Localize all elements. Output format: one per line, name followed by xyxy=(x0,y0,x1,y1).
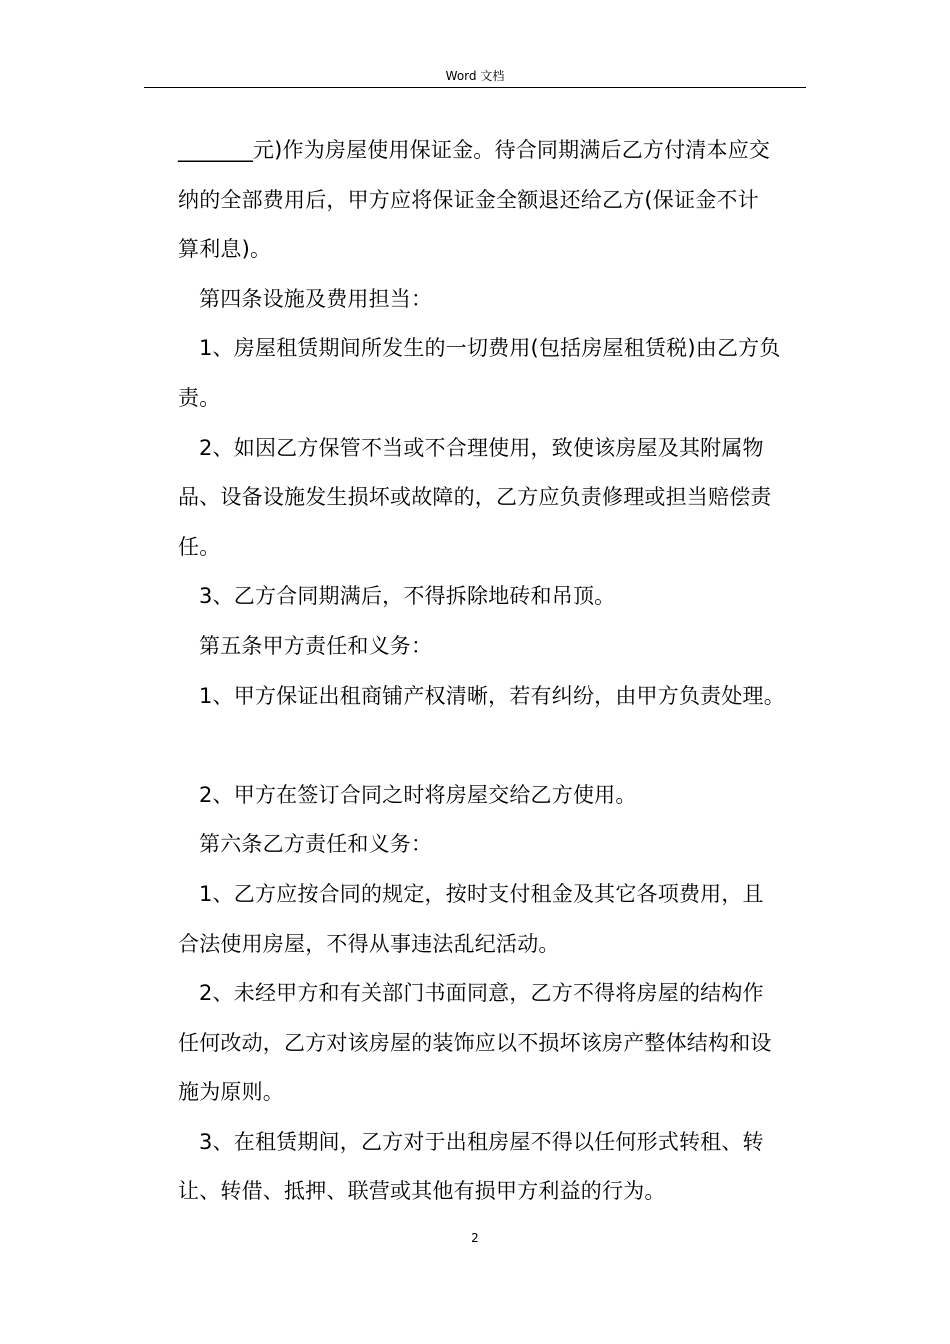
body-line: 纳的全部费用后，甲方应将保证金全额退还给乙方(保证金不计 xyxy=(178,187,759,212)
body-line: 3、在租赁期间，乙方对于出租房屋不得以任何形式转租、转 xyxy=(199,1129,764,1154)
body-line: 施为原则。 xyxy=(178,1080,284,1105)
body-line: 合法使用房屋，不得从事违法乱纪活动。 xyxy=(178,931,560,956)
body-line: 第六条乙方责任和义务： xyxy=(199,832,433,857)
body-line: 2、如因乙方保管不当或不合理使用，致使该房屋及其附属物 xyxy=(199,435,764,460)
body-line: 2、甲方在签订合同之时将房屋交给乙方使用。 xyxy=(199,782,637,807)
body-line: 算利息)。 xyxy=(178,237,272,262)
page-number: 2 xyxy=(471,1231,479,1245)
body-line: 责。 xyxy=(178,385,221,410)
body-line: 品、设备设施发生损坏或故障的，乙方应负责修理或担当赔偿责 xyxy=(178,485,772,510)
document-body xyxy=(178,126,806,1217)
body-line: 1、甲方保证出租商铺产权清晰，若有纠纷，由甲方负责处理。 xyxy=(199,683,785,708)
body-line: 1、房屋租赁期间所发生的一切费用(包括房屋租赁税)由乙方负 xyxy=(199,336,781,361)
body-line: _______元)作为房屋使用保证金。待合同期满后乙方付清本应交 xyxy=(178,138,771,162)
body-line: 1、乙方应按合同的规定，按时支付租金及其它各项费用，且 xyxy=(199,881,764,906)
body-line: 第五条甲方责任和义务： xyxy=(199,633,433,658)
body-line: 第四条设施及费用担当： xyxy=(199,286,433,311)
body-line xyxy=(178,721,806,771)
body-line: 2、未经甲方和有关部门书面同意，乙方不得将房屋的结构作 xyxy=(199,981,764,1006)
body-line: 任何改动，乙方对该房屋的装饰应以不损坏该房产整体结构和设 xyxy=(178,1030,772,1055)
body-line: 任。 xyxy=(178,534,221,559)
body-line: 让、转借、抵押、联营或其他有损甲方利益的行为。 xyxy=(178,1179,666,1204)
body-line: 3、乙方合同期满后，不得拆除地砖和吊顶。 xyxy=(199,584,616,609)
header-divider xyxy=(144,87,806,88)
page-header-title: Word 文档 xyxy=(445,69,505,83)
